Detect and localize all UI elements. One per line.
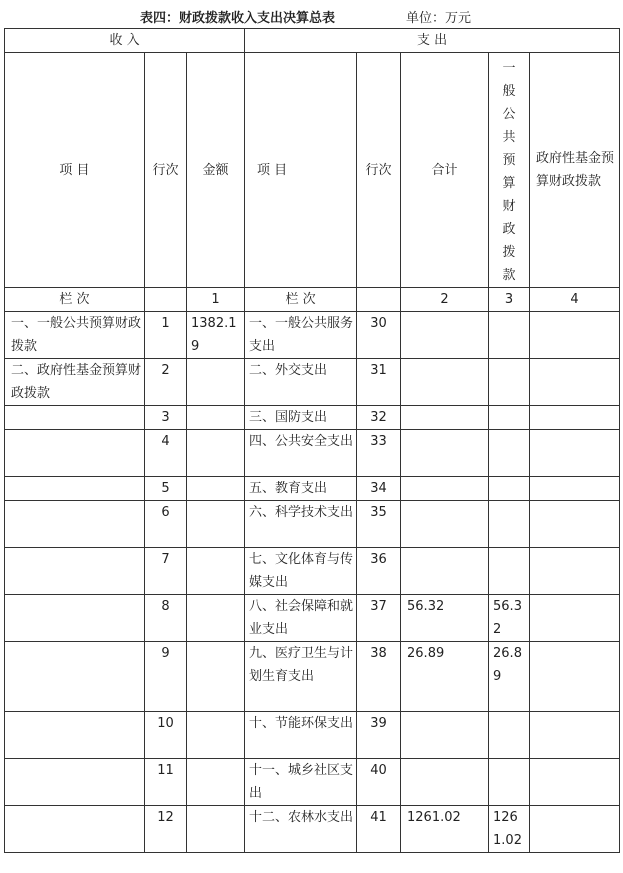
income-item xyxy=(5,595,145,642)
expense-item-header: 项 目 xyxy=(245,53,357,288)
general-budget-amount: 1261.02 xyxy=(489,806,530,853)
fund-budget-amount xyxy=(530,548,620,595)
expense-row-no: 38 xyxy=(357,642,401,712)
income-item xyxy=(5,406,145,430)
expense-row-no: 39 xyxy=(357,712,401,759)
col-index-3: 3 xyxy=(489,288,530,312)
income-amount xyxy=(187,430,245,477)
income-item: 二、政府性基金预算财政拨款 xyxy=(5,359,145,406)
income-row-no: 7 xyxy=(145,548,187,595)
expense-row-no: 40 xyxy=(357,759,401,806)
income-amount xyxy=(187,501,245,548)
income-amount xyxy=(187,359,245,406)
income-row-no: 5 xyxy=(145,477,187,501)
income-amount xyxy=(187,806,245,853)
income-row-no: 8 xyxy=(145,595,187,642)
income-amount xyxy=(187,642,245,712)
general-budget-amount xyxy=(489,712,530,759)
total-amount xyxy=(401,477,489,501)
fund-budget-amount xyxy=(530,501,620,548)
col-index-2: 2 xyxy=(401,288,489,312)
expense-item: 五、教育支出 xyxy=(245,477,357,501)
general-budget-amount xyxy=(489,430,530,477)
expense-item: 十、节能环保支出 xyxy=(245,712,357,759)
expense-row-no: 32 xyxy=(357,406,401,430)
total-amount xyxy=(401,406,489,430)
expense-item: 二、外交支出 xyxy=(245,359,357,406)
table-row xyxy=(5,430,620,477)
total-header: 合计 xyxy=(401,53,489,288)
col-label-left: 栏 次 xyxy=(5,288,145,312)
income-row-no-header: 行次 xyxy=(145,53,187,288)
expense-item: 十一、城乡社区支出 xyxy=(245,759,357,806)
expense-item: 七、文化体育与传媒支出 xyxy=(245,548,357,595)
table-row xyxy=(5,312,620,359)
income-item xyxy=(5,642,145,712)
general-budget-amount xyxy=(489,359,530,406)
fund-budget-amount xyxy=(530,759,620,806)
fund-budget-amount xyxy=(530,806,620,853)
income-amount xyxy=(187,406,245,430)
total-amount xyxy=(401,312,489,359)
income-item xyxy=(5,759,145,806)
general-budget-amount xyxy=(489,406,530,430)
income-amount xyxy=(187,712,245,759)
income-row-no: 6 xyxy=(145,501,187,548)
table-row xyxy=(5,359,620,406)
general-budget-amount xyxy=(489,759,530,806)
fund-budget-amount xyxy=(530,712,620,759)
income-row-no: 11 xyxy=(145,759,187,806)
expense-row-no: 33 xyxy=(357,430,401,477)
table-row xyxy=(5,548,620,595)
expense-row-no: 34 xyxy=(357,477,401,501)
expense-row-no-header: 行次 xyxy=(357,53,401,288)
table-row xyxy=(5,642,620,712)
fund-budget-amount xyxy=(530,595,620,642)
general-budget-header xyxy=(489,53,530,288)
expense-row-no: 36 xyxy=(357,548,401,595)
fund-budget-amount xyxy=(530,642,620,712)
total-amount: 1261.02 xyxy=(401,806,489,853)
table-row xyxy=(5,501,620,548)
expense-header: 支 出 xyxy=(245,29,620,53)
col-index-1: 1 xyxy=(187,288,245,312)
expense-row-no: 35 xyxy=(357,501,401,548)
total-amount: 56.32 xyxy=(401,595,489,642)
income-row-no: 4 xyxy=(145,430,187,477)
expense-item: 九、医疗卫生与计划生育支出 xyxy=(245,642,357,712)
table-row xyxy=(5,477,620,501)
general-budget-amount: 56.32 xyxy=(489,595,530,642)
total-amount xyxy=(401,548,489,595)
fund-budget-amount xyxy=(530,359,620,406)
fund-budget-amount xyxy=(530,406,620,430)
fund-budget-header: 政府性基金预算财政拨款 xyxy=(530,53,620,288)
total-amount xyxy=(401,359,489,406)
table-row xyxy=(5,759,620,806)
income-row-no: 1 xyxy=(145,312,187,359)
total-amount xyxy=(401,759,489,806)
income-item xyxy=(5,501,145,548)
income-amount xyxy=(187,595,245,642)
general-budget-amount xyxy=(489,501,530,548)
income-row-no: 10 xyxy=(145,712,187,759)
expense-item: 八、社会保障和就业支出 xyxy=(245,595,357,642)
expense-item: 十二、农林水支出 xyxy=(245,806,357,853)
income-item xyxy=(5,430,145,477)
fund-budget-amount xyxy=(530,430,620,477)
income-item: 一、一般公共预算财政拨款 xyxy=(5,312,145,359)
income-item xyxy=(5,477,145,501)
total-amount xyxy=(401,712,489,759)
budget-table xyxy=(4,28,620,853)
table-row xyxy=(5,806,620,853)
general-budget-amount xyxy=(489,477,530,501)
table-row xyxy=(5,595,620,642)
income-row-no: 3 xyxy=(145,406,187,430)
total-amount: 26.89 xyxy=(401,642,489,712)
expense-item: 四、公共安全支出 xyxy=(245,430,357,477)
expense-row-no: 30 xyxy=(357,312,401,359)
col-index-4: 4 xyxy=(530,288,620,312)
income-row-no: 9 xyxy=(145,642,187,712)
expense-item: 一、一般公共服务支出 xyxy=(245,312,357,359)
income-amount xyxy=(187,548,245,595)
income-item xyxy=(5,712,145,759)
fund-budget-amount xyxy=(530,312,620,359)
amount-header: 金额 xyxy=(187,53,245,288)
expense-row-no: 37 xyxy=(357,595,401,642)
expense-item: 六、科学技术支出 xyxy=(245,501,357,548)
income-row-no: 12 xyxy=(145,806,187,853)
table-row xyxy=(5,406,620,430)
table-title: 表四：财政拨款收入支出决算总表 xyxy=(140,11,336,26)
general-budget-amount xyxy=(489,548,530,595)
income-row-no: 2 xyxy=(145,359,187,406)
expense-item: 三、国防支出 xyxy=(245,406,357,430)
income-header: 收 入 xyxy=(5,29,245,53)
table-row xyxy=(5,712,620,759)
expense-row-no: 31 xyxy=(357,359,401,406)
general-budget-amount: 26.89 xyxy=(489,642,530,712)
income-amount: 1382.19 xyxy=(187,312,245,359)
total-amount xyxy=(401,501,489,548)
fund-budget-amount xyxy=(530,477,620,501)
col-label-right: 栏 次 xyxy=(245,288,357,312)
income-item-header: 项 目 xyxy=(5,53,145,288)
income-amount xyxy=(187,759,245,806)
expense-row-no: 41 xyxy=(357,806,401,853)
income-item xyxy=(5,548,145,595)
general-budget-amount xyxy=(489,312,530,359)
table-title-bar xyxy=(0,0,623,30)
income-amount xyxy=(187,477,245,501)
unit-label: 单位：万元 xyxy=(406,11,472,26)
general-budget-header-text: 一般公共预算财政拨款 xyxy=(502,61,516,283)
income-item xyxy=(5,806,145,853)
total-amount xyxy=(401,430,489,477)
